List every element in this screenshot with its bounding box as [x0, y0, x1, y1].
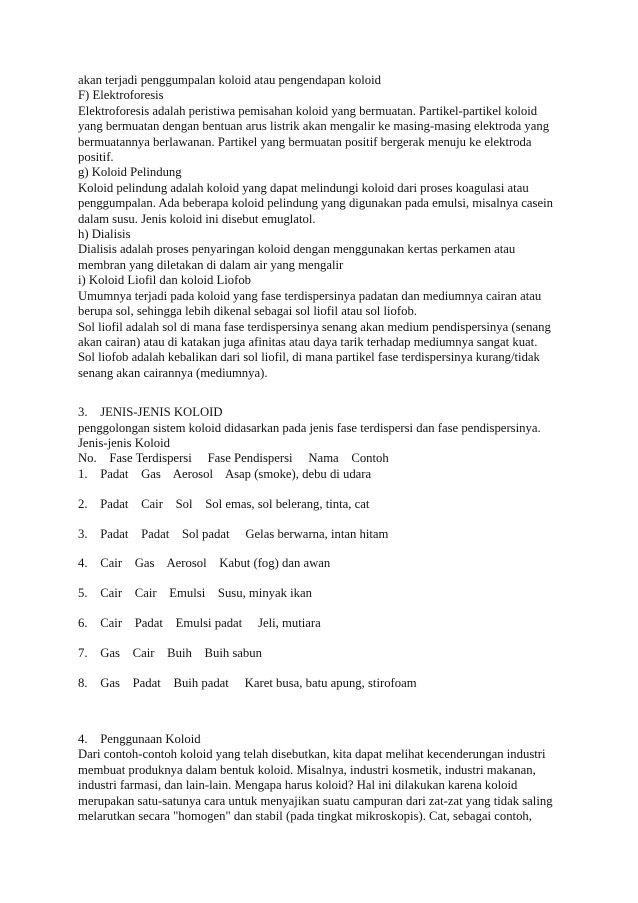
heading-jenis-jenis-koloid: 3. JENIS-JENIS KOLOID	[78, 405, 223, 420]
table-row: 7. Gas Cair Buih Buih sabun	[78, 646, 262, 661]
table-row: 8. Gas Padat Buih padat Karet busa, batu apung, stirofoam	[78, 676, 417, 691]
paragraph-line: melarutkan secara "homogen" dan stabil (pada tingkat mikroskopis). Cat, sebagai contoh,	[78, 809, 532, 824]
paragraph-line: senang akan cairannya (mediumnya).	[78, 365, 268, 380]
paragraph-line: Elektroforesis adalah peristiwa pemisahan koloid yang bermuatan. Partikel-partikel koloid	[78, 103, 538, 118]
heading-penggunaan-koloid: 4. Penggunaan Koloid	[78, 732, 201, 746]
paragraph-line: positif.	[78, 150, 114, 165]
table-row: 5. Cair Cair Emulsi Susu, minyak ikan	[78, 586, 313, 601]
heading-koloid-pelindung: g) Koloid Pelindung	[78, 165, 182, 180]
paragraph-line: yang bermuatan dengan bentuan arus listrik akan mengalir ke masing-masing elektroda yang	[78, 119, 550, 134]
paragraph-line: penggumpalan. Ada beberapa koloid pelindung yang digunakan pada emulsi, misalnya casein	[78, 196, 553, 211]
table-row: 1. Padat Gas Aerosol Asap (smoke), debu di udara	[78, 466, 372, 481]
paragraph-line: akan cairan) atau di katakan juga afinitas atau daya tarik terhadap mediumnya sangat kuat.	[78, 334, 538, 349]
paragraph-line: membran yang diletakan di dalam air yang mengalir	[78, 257, 344, 272]
heading-liofil-liofob: i) Koloid Liofil dan koloid Liofob	[78, 273, 252, 288]
paragraph-line: industri farmasi, dan lain-lain. Mengapa harus koloid? Hal ini dilakukan karena koloid	[78, 778, 518, 793]
paragraph-line: bermuatannya berlawanan. Partikel yang bermuatan positif bergerak menuju ke elektroda	[78, 134, 532, 149]
table-title: Jenis-jenis Koloid	[78, 435, 170, 450]
table-row: 2. Padat Cair Sol Sol emas, sol belerang, tinta, cat	[78, 496, 370, 511]
heading-elektroforesis: F) Elektroforesis	[78, 88, 164, 103]
paragraph-line: Sol liofil adalah sol di mana fase terdispersinya senang akan medium pendispersinya (senang	[78, 319, 551, 334]
paragraph-line: berupa sol, sehingga lebih dikenal sebagai sol liofil atau sol liofob.	[78, 304, 417, 319]
table-row: 6. Cair Padat Emulsi padat Jeli, mutiara	[78, 616, 321, 631]
paragraph-line: Dari contoh-contoh koloid yang telah disebutkan, kita dapat melihat kecenderungan industri	[78, 747, 546, 762]
intro-line: akan terjadi penggumpalan koloid atau pengendapan koloid	[78, 73, 381, 87]
paragraph-line: Umumnya terjadi pada koloid yang fase terdispersinya padatan dan mediumnya cairan atau	[78, 288, 542, 303]
paragraph-line: merupakan satu-satunya cara untuk menyajikan suatu campuran dari zat-zat yang tidak saling	[78, 793, 553, 808]
document-page	[78, 73, 568, 824]
table-header: No. Fase Terdispersi Fase Pendispersi Nama Contoh	[78, 451, 389, 466]
paragraph-line: dalam susu. Jenis koloid ini disebut emuglatol.	[78, 211, 316, 226]
paragraph-line: Dialisis adalah proses penyaringan koloid dengan menggunakan kertas perkamen atau	[78, 242, 516, 257]
paragraph-line: Koloid pelindung adalah koloid yang dapat melindungi koloid dari proses koagulasi atau	[78, 180, 529, 195]
paragraph-line: Sol liofob adalah kebalikan dari sol liofil, di mana partikel fase terdispersinya kurang/tidak	[78, 350, 540, 365]
paragraph-line: membuat produknya dalam bentuk koloid. Misalnya, industri kosmetik, industri makanan,	[78, 762, 536, 777]
heading-dialisis: h) Dialisis	[78, 227, 131, 242]
table-row: 4. Cair Gas Aerosol Kabut (fog) dan awan	[78, 556, 331, 571]
table-row: 3. Padat Padat Sol padat Gelas berwarna, intan hitam	[78, 526, 389, 541]
paragraph-line: penggolongan sistem koloid didasarkan pada jenis fase terdispersi dan fase pendispersinya.	[78, 420, 541, 435]
